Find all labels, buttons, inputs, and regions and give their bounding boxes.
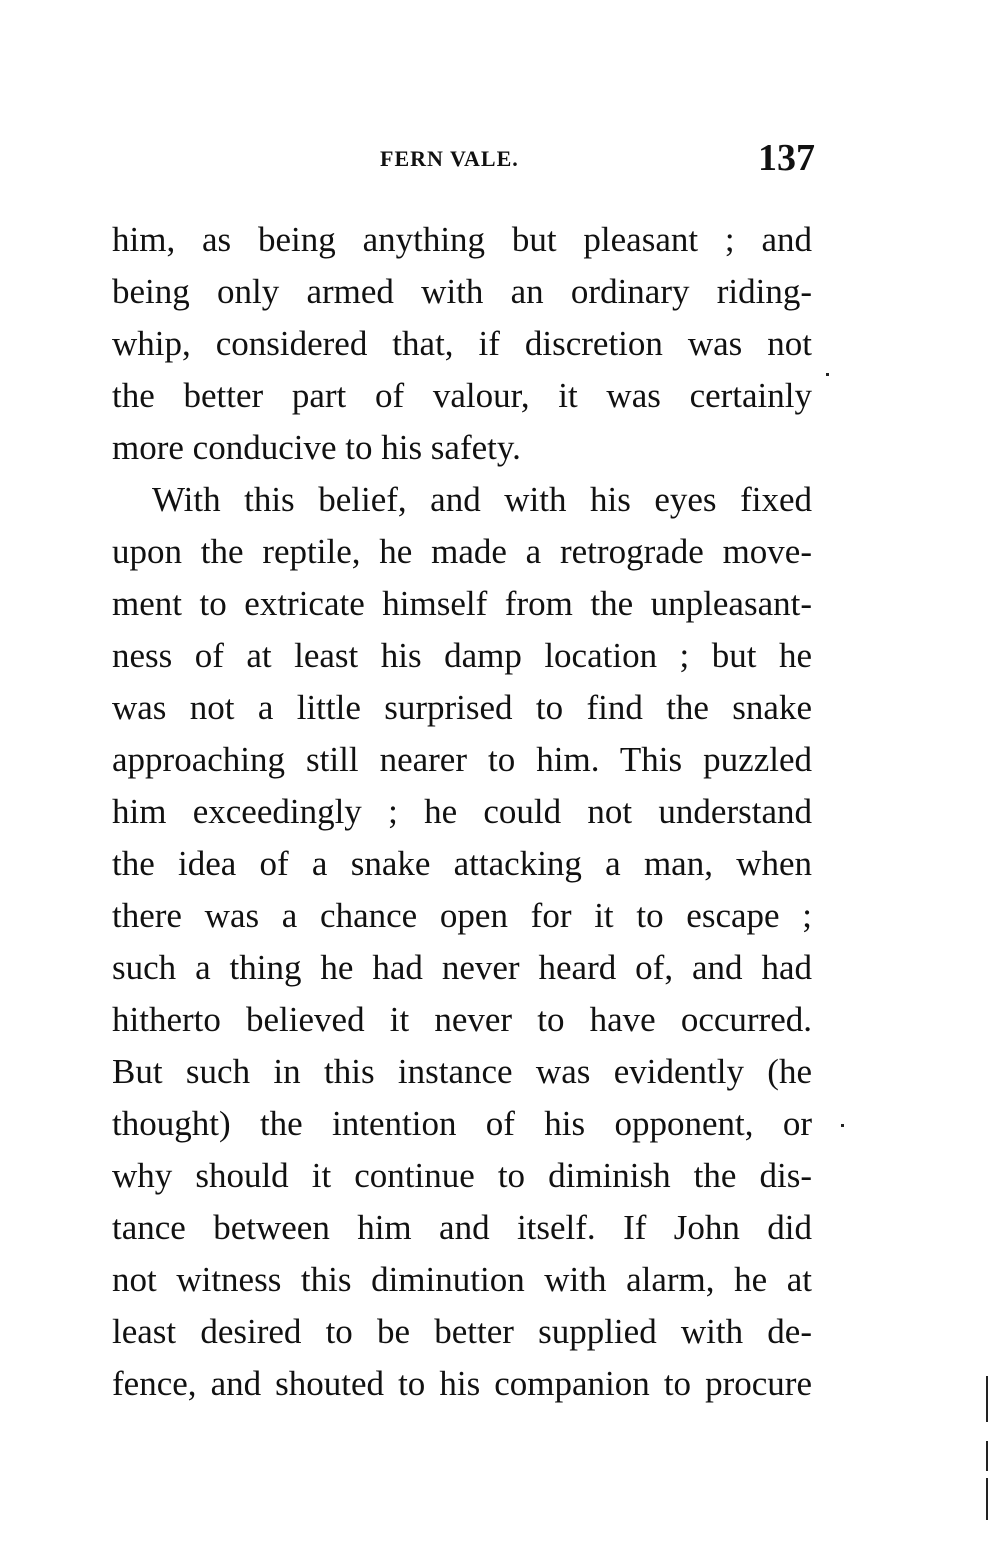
text-line: hitherto believed it never to have occurred. [112, 1000, 812, 1039]
text-line: upon the reptile, he made a retrograde move- [112, 532, 812, 571]
text-line: the idea of a snake attacking a man, when [112, 844, 812, 883]
text-line: thought) the intention of his opponent, or [112, 1104, 812, 1143]
scan-edge-mark [986, 1441, 988, 1471]
text-line: him exceedingly ; he could not understand [112, 792, 812, 831]
text-line: there was a chance open for it to escape ; [112, 896, 812, 935]
text-line: such a thing he had never heard of, and had [112, 948, 812, 987]
text-line: fence, and shouted to his companion to procure [112, 1364, 812, 1403]
text-line: why should it continue to diminish the dis- [112, 1156, 812, 1195]
text-line: approaching still nearer to him. This puzzled [112, 740, 812, 779]
text-line: But such in this instance was evidently (he [112, 1052, 812, 1091]
text-line: With this belief, and with his eyes fixed [152, 480, 812, 519]
running-head [110, 137, 815, 180]
text-line: whip, considered that, if discretion was not [112, 324, 812, 363]
text-line: him, as being anything but pleasant ; and [112, 220, 812, 259]
scan-speck [826, 373, 829, 376]
text-line: being only armed with an ordinary riding- [112, 272, 812, 311]
text-line: ment to extricate himself from the unpleasant- [112, 584, 812, 623]
scan-edge-mark [986, 1478, 988, 1520]
scan-edge-mark [986, 1376, 988, 1422]
running-title: FERN VALE. [380, 146, 519, 171]
text-line: ness of at least his damp location ; but he [112, 636, 812, 675]
page-number: 137 [758, 137, 815, 179]
text-line: was not a little surprised to find the snake [112, 688, 812, 727]
scan-speck [841, 1124, 844, 1127]
paragraph-2 [112, 474, 812, 1410]
text-line: tance between him and itself. If John did [112, 1208, 812, 1247]
paragraph-1 [112, 214, 812, 474]
text-line: more conducive to his safety. [112, 428, 521, 467]
text-line: the better part of valour, it was certainly [112, 376, 812, 415]
text-line: least desired to be better supplied with de- [112, 1312, 812, 1351]
text-line: not witness this diminution with alarm, he at [112, 1260, 812, 1299]
body-text [112, 214, 812, 1410]
